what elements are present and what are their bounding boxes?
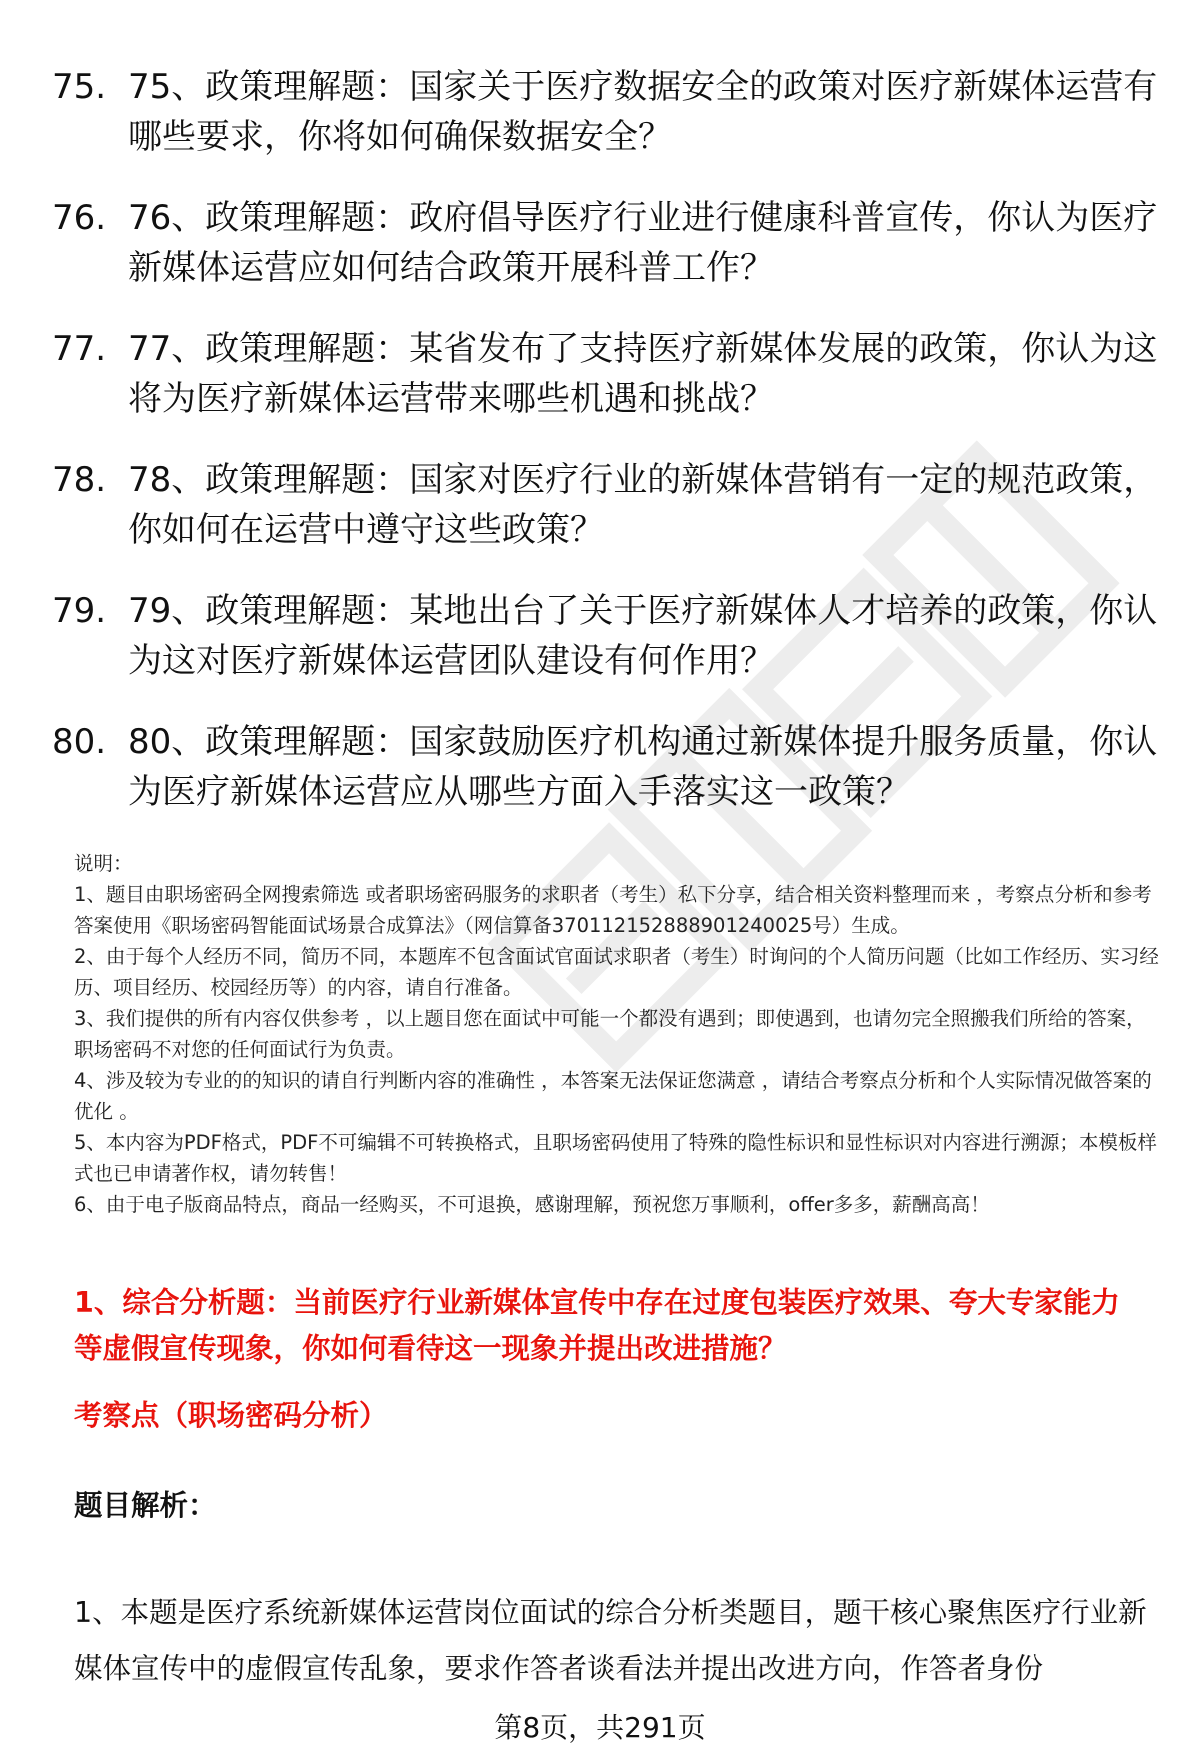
question-text: 80、政策理解题：国家鼓励医疗机构通过新媒体提升服务质量，你认为医疗新媒体运营应从哪些方面入手落实这一政策？ (128, 722, 1158, 812)
question-number: 77. (52, 329, 107, 369)
note-item: 3、我们提供的所有内容仅供参考 ，以上题目您在面试中可能一个都没有遇到；即使遇到，也请勿完全照搬我们所给的答案，职场密码不对您的任何面试行为负责。 (74, 1007, 1146, 1061)
question-text: 79、政策理解题：某地出台了关于医疗新媒体人才培养的政策，你认为这对医疗新媒体运营团队建设有何作用？ (128, 591, 1158, 681)
list-item (0, 58, 1200, 189)
question-text: 75、政策理解题：国家关于医疗数据安全的政策对医疗新媒体运营有哪些要求，你将如何确保数据安全？ (128, 67, 1158, 157)
note-item: 1、题目由职场密码全网搜索筛选 或者职场密码服务的求职者（考生）私下分享，结合相关资料整理而来 ，考察点分析和参考答案使用《职场密码智能面试场景合成算法》（网信算备370112152888901240025号）生成。 (74, 883, 1152, 937)
question-text: 78、政策理解题：国家对医疗行业的新媒体营销有一定的规范政策，你如何在运营中遵守这些政策？ (128, 460, 1158, 550)
question-number: 76. (52, 198, 107, 238)
list-item (0, 320, 1200, 451)
question-heading: 1、综合分析题：当前医疗行业新媒体宣传中存在过度包装医疗效果、夸大专家能力等虚假宣传现象，你如何看待这一现象并提出改进措施？ (74, 1286, 1120, 1365)
kaocha-heading: 考察点（职场密码分析） (74, 1399, 388, 1432)
analysis-paragraph: 1、本题是医疗系统新媒体运营岗位面试的综合分析类题目，题干核心聚焦医疗行业新媒体宣传中的虚假宣传乱象，要求作答者谈看法并提出改进方向，作答者身份 (74, 1596, 1147, 1685)
note-item: 2、由于每个人经历不同，简历不同，本题库不包含面试官面试求职者（考生）时询问的个人简历问题（比如工作经历、实习经历、项目经历、校园经历等）的内容，请自行准备。 (74, 945, 1159, 999)
question-number: 75. (52, 67, 107, 107)
notes-heading: 说明： (74, 852, 133, 875)
question-list (0, 58, 1200, 844)
question-number: 79. (52, 591, 107, 631)
note-item: 6、由于电子版商品特点，商品一经购买，不可退换，感谢理解，预祝您万事顺利，offer多多，薪酬高高！ (74, 1193, 990, 1216)
question-number: 78. (52, 460, 107, 500)
question-text: 76、政策理解题：政府倡导医疗行业进行健康科普宣传，你认为医疗新媒体运营应如何结合政策开展科普工作？ (128, 198, 1158, 288)
list-item (0, 189, 1200, 320)
list-item (0, 451, 1200, 582)
question-number: 80. (52, 722, 107, 762)
note-item: 5、本内容为PDF格式，PDF不可编辑不可转换格式，且职场密码使用了特殊的隐性标识和显性标识对内容进行溯源；本模板样式也已申请著作权，请勿转售！ (74, 1131, 1157, 1185)
question-text: 77、政策理解题：某省发布了支持医疗新媒体发展的政策，你认为这将为医疗新媒体运营带来哪些机遇和挑战？ (128, 329, 1158, 419)
notes-section (74, 848, 1159, 1220)
note-item: 4、涉及较为专业的的知识的请自行判断内容的准确性 ，本答案无法保证您满意 ，请结合考察点分析和个人实际情况做答案的优化 。 (74, 1069, 1152, 1123)
list-item (0, 713, 1200, 844)
analysis-heading: 题目解析： (74, 1489, 217, 1522)
list-item (0, 582, 1200, 713)
page-number: 第8页，共291页 (494, 1711, 706, 1744)
